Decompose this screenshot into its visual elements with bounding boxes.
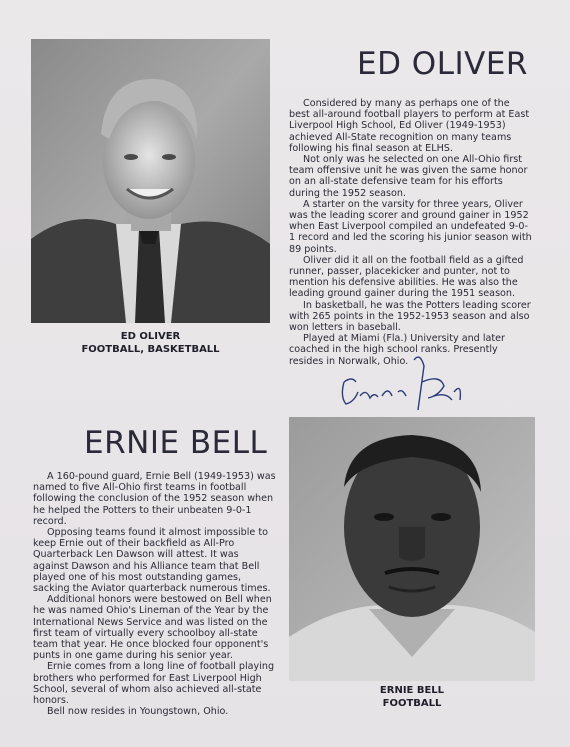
ed-oliver-bio xyxy=(289,98,532,367)
ernie-bell-paragraph: A 160-pound guard, Ernie Bell (1949-1953) was named to five All-Ohio first teams in football following the conclusion of the 1952 season when he helped the Potters to their unbeaten 9-0-1 record. xyxy=(33,471,276,527)
ed-oliver-caption xyxy=(31,330,270,356)
ernie-bell-caption xyxy=(289,684,535,710)
ed-oliver-caption-sports: FOOTBALL, BASKETBALL xyxy=(81,344,220,355)
ernie-bell-caption-name: ERNIE BELL xyxy=(379,685,445,696)
ed-oliver-heading: ED OLIVER xyxy=(357,46,528,82)
ed-oliver-photo xyxy=(31,39,270,323)
ernie-bell-signature xyxy=(336,352,476,412)
ernie-bell-paragraph: Additional honors were bestowed on Bell when he was named Ohio's Lineman of the Year by the International News Service and was listed on the first team of virtually every schoolboy all-state team that year. He once blocked four opponent's punts in one game during his senior year. xyxy=(33,594,272,662)
ernie-bell-photo xyxy=(289,417,535,681)
ed-oliver-paragraph: Played at Miami (Fla.) University and later coached in the high school ranks. Presently resides in Norwalk, Ohio. xyxy=(289,333,505,367)
ed-oliver-paragraph: Oliver did it all on the football field as a gifted runner, passer, placekicker and punter, not to mention his defensive abilities. He was also the leading ground gainer during the 1951 season. xyxy=(289,254,524,300)
ed-oliver-paragraph: Considered by many as perhaps one of the best all-around football players to perform at East Liverpool High School, Ed Oliver (1949-1953) achieved All-State recognition on many teams following his final season at ELHS. xyxy=(289,98,530,154)
ernie-bell-bio xyxy=(33,471,277,717)
ed-oliver-paragraph: Not only was he selected on one All-Ohio first team offensive unit he was given the same honor on an all-state defensive team for his efforts during the 1952 season. xyxy=(289,154,528,199)
ed-oliver-paragraph: In basketball, he was the Potters leading scorer with 265 points in the 1952-1953 season and also won letters in baseball. xyxy=(289,299,531,334)
ernie-bell-caption-sports: FOOTBALL xyxy=(382,698,442,709)
ed-oliver-paragraph: A starter on the varsity for three years, Oliver was the leading scorer and ground gainer in 1952 when East Liverpool compiled an undefeated 9-0-1 record and led the scoring his junior season with 89 points. xyxy=(289,198,532,255)
ed-oliver-caption-name: ED OLIVER xyxy=(120,331,181,342)
ernie-bell-paragraph: Ernie comes from a long line of football playing brothers who performed for East Liverpool High School, several of whom also achieved all-state honors. xyxy=(33,661,275,707)
ernie-bell-heading: ERNIE BELL xyxy=(84,425,268,461)
ernie-bell-paragraph: Bell now resides in Youngstown, Ohio. xyxy=(47,706,229,718)
ernie-bell-paragraph: Opposing teams found it almost impossible to keep Ernie out of their backfield as All-Pro Quarterback Len Dawson will attest. It was against Dawson and his Alliance team that Bell played one of his most outstanding games, sacking the Aviator quarterback numerous times. xyxy=(33,527,271,595)
